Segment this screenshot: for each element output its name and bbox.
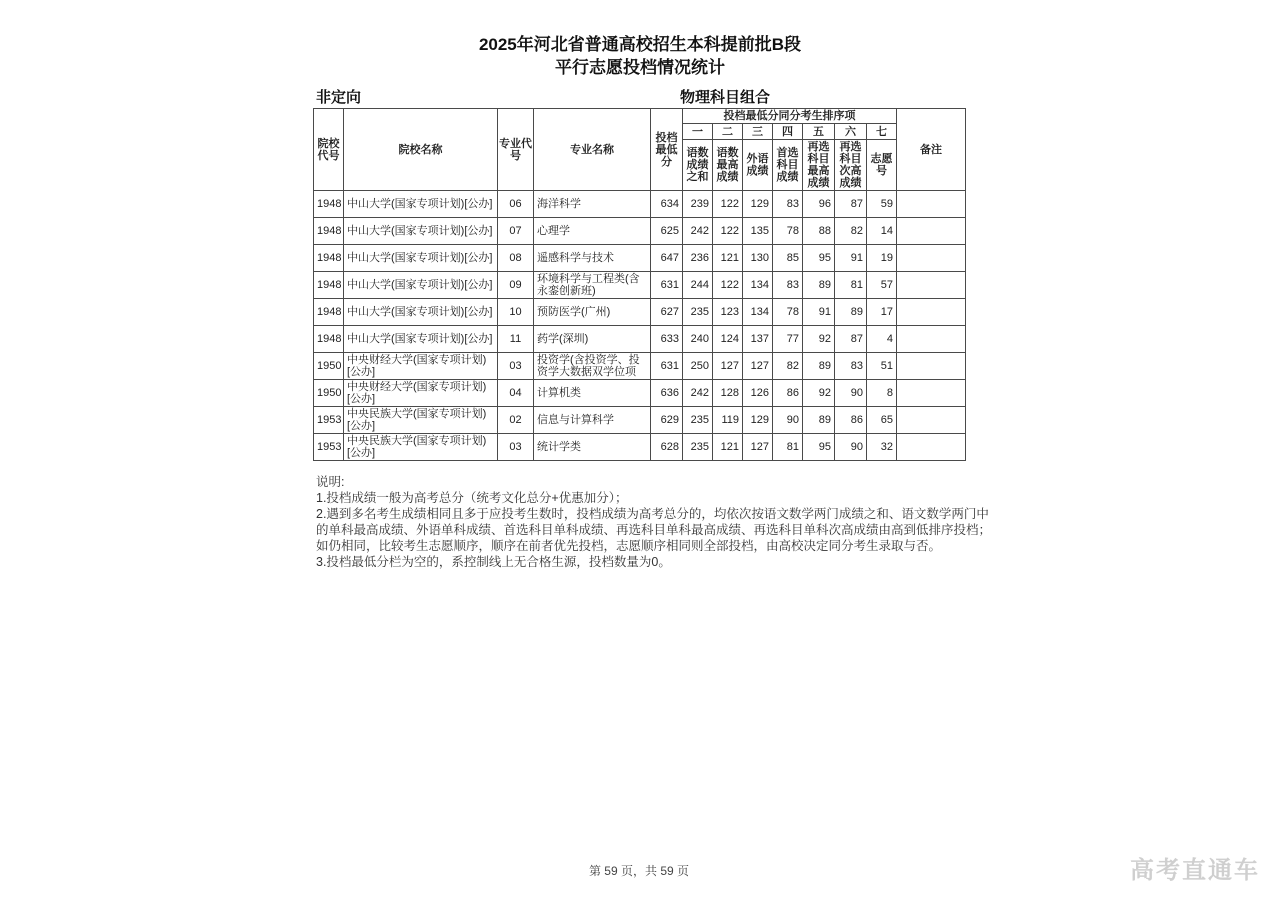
cell-major-name: 药学(深圳) (534, 326, 651, 353)
cell-major-name: 计算机类 (534, 380, 651, 407)
header-remark: 备注 (897, 109, 966, 191)
cell-s6: 89 (835, 299, 867, 326)
header-sort-5: 五 (803, 124, 835, 140)
cell-s4: 85 (773, 245, 803, 272)
cell-school-name: 中山大学(国家专项计划)[公办] (344, 245, 498, 272)
cell-s3: 134 (743, 272, 773, 299)
cell-s2: 124 (713, 326, 743, 353)
cell-s7: 4 (867, 326, 897, 353)
cell-s4: 77 (773, 326, 803, 353)
note-line: 2.遇到多名考生成绩相同且多于应投考生数时，投档成绩为高考总分的，均依次按语文数学两门成绩之和、语文数学两门中 (316, 507, 989, 521)
cell-s6: 83 (835, 353, 867, 380)
header-school-name: 院校名称 (344, 109, 498, 191)
cell-s4: 90 (773, 407, 803, 434)
cell-s2: 123 (713, 299, 743, 326)
cell-s5: 92 (803, 326, 835, 353)
cell-remark (897, 191, 966, 218)
admission-score-table (313, 108, 966, 461)
watermark: 高考直通车 (1130, 857, 1260, 884)
cell-school-code: 1948 (314, 272, 344, 299)
table-body (314, 191, 966, 461)
header-sort-1: 一 (683, 124, 713, 140)
cell-remark (897, 380, 966, 407)
header-sort-3: 三 (743, 124, 773, 140)
cell-s2: 121 (713, 245, 743, 272)
cell-s2: 127 (713, 353, 743, 380)
title-line-1: 2025年河北省普通高校招生本科提前批B段 (478, 35, 802, 54)
cell-s3: 134 (743, 299, 773, 326)
nondirected-label: 非定向 (316, 89, 362, 106)
cell-major-code: 02 (498, 407, 534, 434)
cell-s5: 91 (803, 299, 835, 326)
note-line: 1.投档成绩一般为高考总分（统考文化总分+优惠加分）； (316, 491, 628, 505)
table-row (314, 434, 966, 461)
cell-min-score: 628 (651, 434, 683, 461)
table-row (314, 380, 966, 407)
header-min-score: 投档最低分 (651, 109, 683, 191)
header-sort-label-3: 外语成绩 (743, 140, 773, 191)
cell-s1: 240 (683, 326, 713, 353)
cell-min-score: 633 (651, 326, 683, 353)
cell-s3: 129 (743, 191, 773, 218)
cell-school-name: 中央民族大学(国家专项计划)[公办] (344, 434, 498, 461)
cell-s6: 82 (835, 218, 867, 245)
cell-s4: 83 (773, 272, 803, 299)
page-title (0, 33, 1280, 79)
header-sort-label-2: 语数最高成绩 (713, 140, 743, 191)
cell-school-name: 中山大学(国家专项计划)[公办] (344, 326, 498, 353)
cell-s3: 137 (743, 326, 773, 353)
cell-s6: 87 (835, 191, 867, 218)
cell-school-name: 中山大学(国家专项计划)[公办] (344, 191, 498, 218)
cell-school-name: 中山大学(国家专项计划)[公办] (344, 218, 498, 245)
cell-s7: 17 (867, 299, 897, 326)
header-sort-6: 六 (835, 124, 867, 140)
note-line: 说明: (316, 475, 345, 489)
cell-s5: 95 (803, 434, 835, 461)
notes-block (316, 474, 996, 570)
cell-s4: 81 (773, 434, 803, 461)
cell-major-name: 信息与计算科学 (534, 407, 651, 434)
header-sort-label-6: 再选科目次高成绩 (835, 140, 867, 191)
header-sort-2: 二 (713, 124, 743, 140)
cell-major-name: 心理学 (534, 218, 651, 245)
cell-remark (897, 326, 966, 353)
table-row (314, 218, 966, 245)
cell-s5: 89 (803, 353, 835, 380)
cell-school-code: 1948 (314, 326, 344, 353)
cell-major-code: 03 (498, 434, 534, 461)
table-row (314, 407, 966, 434)
note-line: 如仍相同，比较考生志愿顺序，顺序在前者优先投档，志愿顺序相同则全部投档，由高校决定同分考生录取与否。 (316, 539, 942, 553)
cell-s2: 122 (713, 191, 743, 218)
cell-s5: 96 (803, 191, 835, 218)
cell-min-score: 636 (651, 380, 683, 407)
header-tiebreak-group: 投档最低分同分考生排序项 (683, 109, 897, 124)
cell-s7: 8 (867, 380, 897, 407)
cell-s4: 86 (773, 380, 803, 407)
cell-s1: 235 (683, 434, 713, 461)
cell-s1: 236 (683, 245, 713, 272)
cell-min-score: 631 (651, 353, 683, 380)
cell-s3: 127 (743, 434, 773, 461)
cell-remark (897, 245, 966, 272)
cell-major-code: 06 (498, 191, 534, 218)
cell-s6: 90 (835, 380, 867, 407)
cell-school-code: 1950 (314, 353, 344, 380)
header-sort-7: 七 (867, 124, 897, 140)
cell-s1: 242 (683, 380, 713, 407)
cell-major-name: 遥感科学与技术 (534, 245, 651, 272)
cell-min-score: 629 (651, 407, 683, 434)
cell-major-name: 环境科学与工程类(含永銮创新班) (534, 272, 651, 299)
cell-school-code: 1953 (314, 407, 344, 434)
cell-s7: 65 (867, 407, 897, 434)
table-row (314, 272, 966, 299)
cell-s7: 14 (867, 218, 897, 245)
header-major-name: 专业名称 (534, 109, 651, 191)
cell-remark (897, 353, 966, 380)
cell-s5: 89 (803, 407, 835, 434)
cell-school-code: 1953 (314, 434, 344, 461)
header-sort-label-7: 志愿号 (867, 140, 897, 191)
cell-s3: 126 (743, 380, 773, 407)
cell-s1: 244 (683, 272, 713, 299)
table-row (314, 245, 966, 272)
cell-s1: 235 (683, 299, 713, 326)
cell-s2: 122 (713, 218, 743, 245)
cell-school-name: 中山大学(国家专项计划)[公办] (344, 299, 498, 326)
cell-school-code: 1948 (314, 218, 344, 245)
cell-major-name: 预防医学(广州) (534, 299, 651, 326)
cell-s4: 78 (773, 218, 803, 245)
cell-s4: 83 (773, 191, 803, 218)
cell-school-name: 中央财经大学(国家专项计划)[公办] (344, 380, 498, 407)
cell-major-code: 04 (498, 380, 534, 407)
header-sort-4: 四 (773, 124, 803, 140)
cell-s7: 57 (867, 272, 897, 299)
title-line-2: 平行志愿投档情况统计 (555, 58, 725, 77)
cell-remark (897, 407, 966, 434)
cell-s6: 86 (835, 407, 867, 434)
table-row (314, 191, 966, 218)
header-school-code: 院校代号 (314, 109, 344, 191)
cell-remark (897, 434, 966, 461)
cell-major-code: 08 (498, 245, 534, 272)
cell-school-code: 1948 (314, 191, 344, 218)
subject-combination-label: 物理科目组合 (680, 89, 771, 106)
cell-s3: 129 (743, 407, 773, 434)
cell-s7: 32 (867, 434, 897, 461)
cell-s2: 121 (713, 434, 743, 461)
cell-s5: 88 (803, 218, 835, 245)
cell-major-code: 11 (498, 326, 534, 353)
note-line: 的单科最高成绩、外语单科成绩、首选科目单科成绩、再选科目单科最高成绩、再选科目单科次高成绩由高到低排序投档； (316, 523, 992, 537)
table-header (314, 109, 966, 191)
cell-s2: 122 (713, 272, 743, 299)
cell-major-name: 投资学(含投资学、投资学大数据双学位项 (534, 353, 651, 380)
page-number: 第 59 页，共 59 页 (588, 864, 690, 878)
cell-s2: 119 (713, 407, 743, 434)
cell-s1: 235 (683, 407, 713, 434)
table-row (314, 326, 966, 353)
cell-s1: 239 (683, 191, 713, 218)
cell-s1: 242 (683, 218, 713, 245)
cell-s6: 87 (835, 326, 867, 353)
cell-s6: 81 (835, 272, 867, 299)
cell-s5: 92 (803, 380, 835, 407)
cell-school-name: 中山大学(国家专项计划)[公办] (344, 272, 498, 299)
cell-s7: 59 (867, 191, 897, 218)
cell-school-code: 1948 (314, 245, 344, 272)
table-row (314, 299, 966, 326)
header-sort-label-4: 首选科目成绩 (773, 140, 803, 191)
cell-s4: 78 (773, 299, 803, 326)
cell-school-code: 1950 (314, 380, 344, 407)
cell-remark (897, 299, 966, 326)
cell-s7: 51 (867, 353, 897, 380)
cell-min-score: 627 (651, 299, 683, 326)
cell-major-code: 09 (498, 272, 534, 299)
cell-s7: 19 (867, 245, 897, 272)
cell-s3: 130 (743, 245, 773, 272)
cell-school-code: 1948 (314, 299, 344, 326)
header-major-code: 专业代号 (498, 109, 534, 191)
table-row (314, 353, 966, 380)
cell-major-code: 10 (498, 299, 534, 326)
cell-s3: 127 (743, 353, 773, 380)
cell-s2: 128 (713, 380, 743, 407)
cell-major-name: 统计学类 (534, 434, 651, 461)
note-line: 3.投档最低分栏为空的，系控制线上无合格生源，投档数量为0。 (316, 555, 671, 569)
header-sort-label-5: 再选科目最高成绩 (803, 140, 835, 191)
cell-min-score: 631 (651, 272, 683, 299)
cell-s5: 89 (803, 272, 835, 299)
cell-s6: 90 (835, 434, 867, 461)
cell-school-name: 中央财经大学(国家专项计划)[公办] (344, 353, 498, 380)
cell-remark (897, 218, 966, 245)
cell-s5: 95 (803, 245, 835, 272)
cell-min-score: 625 (651, 218, 683, 245)
cell-s3: 135 (743, 218, 773, 245)
cell-s6: 91 (835, 245, 867, 272)
cell-major-name: 海洋科学 (534, 191, 651, 218)
cell-school-name: 中央民族大学(国家专项计划)[公办] (344, 407, 498, 434)
cell-s4: 82 (773, 353, 803, 380)
cell-major-code: 07 (498, 218, 534, 245)
cell-min-score: 647 (651, 245, 683, 272)
cell-major-code: 03 (498, 353, 534, 380)
cell-s1: 250 (683, 353, 713, 380)
cell-min-score: 634 (651, 191, 683, 218)
header-sort-label-1: 语数成绩之和 (683, 140, 713, 191)
cell-remark (897, 272, 966, 299)
